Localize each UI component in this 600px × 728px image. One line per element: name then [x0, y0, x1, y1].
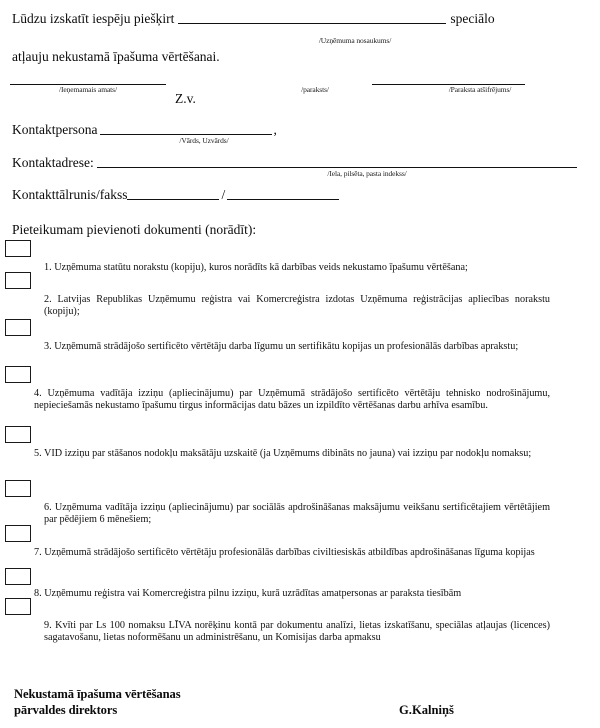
document-item-number-9: 9.: [44, 620, 52, 631]
contact-person-label: Kontaktpersona: [12, 122, 98, 137]
contact-person-input[interactable]: [100, 122, 272, 135]
document-item-number-4: 4.: [34, 388, 42, 399]
contact-phone-input[interactable]: [127, 188, 219, 200]
document-item-text-1: [44, 262, 550, 274]
intro-block: [12, 10, 592, 64]
signature-strip: [0, 84, 600, 124]
company-name-blank[interactable]: [178, 10, 446, 24]
contact-address-caption: /Iela, pilsēta, pasta indekss/: [327, 169, 407, 178]
document-item-number-3: 3.: [44, 341, 52, 352]
contact-person-caption: /Vārds, Uzvārds/: [179, 136, 229, 145]
document-item-number-2: 2.: [44, 294, 52, 305]
contact-person-comma: ,: [273, 122, 277, 137]
contact-block: [12, 122, 592, 202]
document-item-body-2: Latvijas Republikas Uzņēmumu reģistra vai Komercreģistra izdotas Uzņēmuma reģistrācijas apliecības norakstu (kopiju);: [44, 294, 550, 318]
contact-phone-label: Kontakttālrunis/fakss: [12, 187, 128, 202]
document-item-text-7: [34, 547, 550, 559]
seal-label: Z.v.: [175, 91, 196, 106]
contact-person-row: [12, 122, 592, 145]
intro-line-2: atļauju nekustamā īpašuma vērtēšanai.: [12, 49, 220, 64]
document-item-number-6: 6.: [44, 502, 52, 513]
document-checkbox-3[interactable]: [5, 319, 31, 336]
document-item-number-8: 8.: [34, 588, 42, 599]
document-checkbox-2[interactable]: [5, 272, 31, 289]
document-checkbox-7[interactable]: [5, 525, 31, 542]
document-item-body-6: Uzņēmuma vadītāja izziņu (apliecinājumu) par sociālās apdrošināšanas maksājumu veikšanu sertificētajiem vērtētājiem par pēdējiem 6 mēnešiem;: [44, 502, 550, 526]
signature-transcript-caption: /Paraksta atšifrējums/: [448, 85, 512, 94]
company-name-caption: /Uzņēmuma nosaukums/: [318, 36, 392, 45]
footer-title-line-1: Nekustamā īpašuma vērtēšanas: [14, 687, 181, 701]
document-checkbox-1[interactable]: [5, 240, 31, 257]
document-item-text-2: [44, 294, 550, 319]
contact-fax-input[interactable]: [227, 188, 339, 200]
document-checkbox-5[interactable]: [5, 426, 31, 443]
intro-text-before: Lūdzu izskatīt iespēju piešķirt: [12, 11, 175, 26]
document-item-body-9: Kvīti par Ls 100 nomaksu LĪVA norēķinu kontā par dokumentu analīzi, lietas izskatīšanu, speciālas atļaujas (licences) sagatavošanu, lietas noformēšanu un administrēšanu, un Komisijas darba apmaksu: [44, 620, 551, 644]
contact-address-input[interactable]: [97, 155, 577, 168]
document-item-body-5: VID izziņu par stāšanos nodokļu maksātāju uzskaitē (ja Uzņēmums dibināts no jauna) vai izziņu par nodokļu nomaksu;: [44, 448, 532, 459]
document-checkbox-9[interactable]: [5, 598, 31, 615]
footer-title-line-2: pārvaldes direktors: [14, 703, 118, 717]
contact-phone-row: [12, 187, 339, 203]
footer-block: [14, 686, 594, 718]
document-item-body-4: Uzņēmuma vadītāja izziņu (apliecinājumu) par Uzņēmumā strādājošo sertificēto vērtētāju tehnisko nodrošinājumu, nepieciešamās nekustamo īpašumu tirgus informācijas datu bāzes un izpildīto vērtēšanas darbu arhīva esamību.: [34, 388, 550, 412]
document-item-text-4: [34, 388, 550, 413]
document-item-body-7: Uzņēmumā strādājošo sertificēto vērtētāju profesionālās darbības civiltiesiskās atbildības apdrošināšanas līguma kopijas: [44, 547, 535, 558]
document-item-text-8: [34, 588, 574, 600]
document-item-text-6: [44, 502, 550, 527]
position-caption: /Ieņemamais amats/: [59, 85, 117, 94]
signature-caption: /paraksts/: [301, 85, 329, 94]
footer-signer-name: G.Kalniņš: [399, 703, 454, 717]
document-checkbox-6[interactable]: [5, 480, 31, 497]
document-item-body-8: Uzņēmumu reģistra vai Komercreģistra pilnu izziņu, kurā uzrādītas amatpersonas ar paraksta tiesībām: [44, 588, 462, 599]
intro-line-1: [12, 10, 592, 27]
document-item-text-3: [44, 341, 550, 353]
document-item-body-1: Uzņēmuma statūtu norakstu (kopiju), kuros norādīts kā darbības veids nekustamo īpašumu vērtēšana;: [54, 262, 468, 273]
contact-address-row: [12, 155, 577, 178]
intro-text-after: speciālo: [450, 11, 495, 26]
document-item-number-5: 5.: [34, 448, 42, 459]
contact-phone-separator: /: [221, 187, 226, 202]
document-item-number-1: 1.: [44, 262, 52, 273]
documents-title: Pieteikumam pievienoti dokumenti (norādīt):: [12, 222, 257, 237]
document-item-number-7: 7.: [34, 547, 42, 558]
document-checkbox-8[interactable]: [5, 568, 31, 585]
document-item-text-9: [44, 620, 550, 645]
document-item-text-5: [34, 448, 550, 460]
contact-address-label: Kontaktadrese:: [12, 155, 94, 170]
document-checkbox-4[interactable]: [5, 366, 31, 383]
document-item-body-3: Uzņēmumā strādājošo sertificēto vērtētāju darba līgumu un sertifikātu kopijas un profesionālās darbības aprakstu;: [54, 341, 519, 352]
